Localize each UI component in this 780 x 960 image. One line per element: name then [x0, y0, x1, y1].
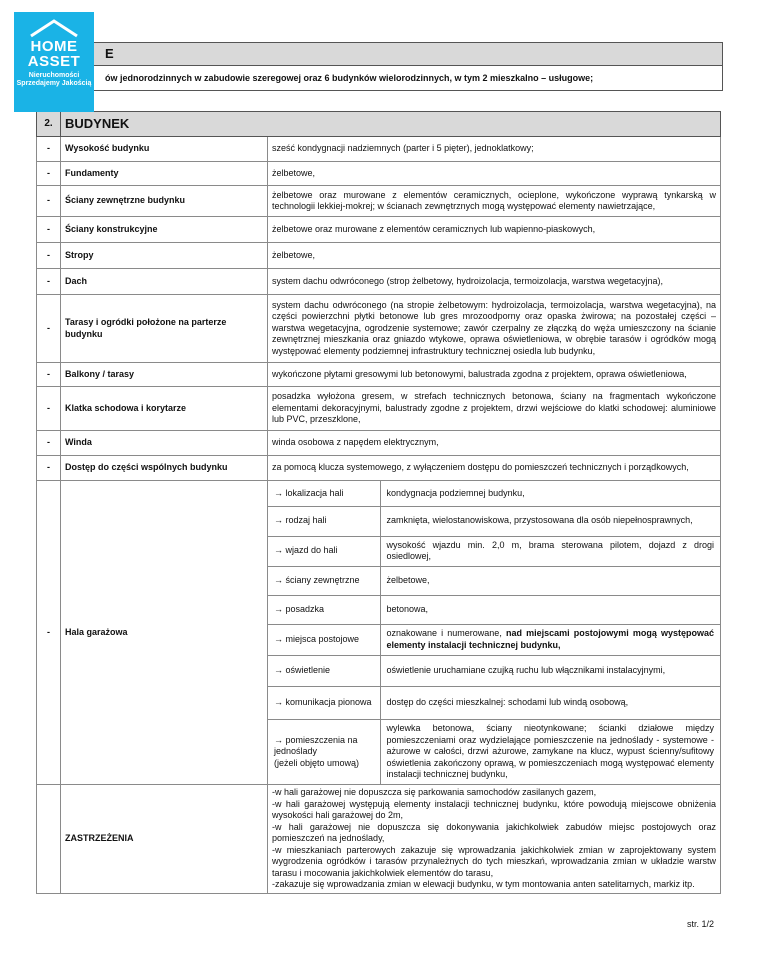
row-value: żelbetowe oraz murowane z elementów ceramicznych, ocieplone, wykończone wyprawą tynkarską w technologii lekkiej-mokrej; w ścianach zewnętrznych mogą występować elementy nawietrzające,: [268, 186, 721, 217]
row-label: Dostęp do części wspólnych budynku: [61, 456, 268, 481]
logo-tagline: Nieruchomości Sprzedajemy Jakością: [16, 72, 92, 87]
row-label: Winda: [61, 431, 268, 456]
row-label: Fundamenty: [61, 162, 268, 186]
table-row: - Stropy żelbetowe,: [37, 243, 721, 269]
garage-item: [268, 655, 720, 686]
row-label: Klatka schodowa i korytarze: [61, 387, 268, 431]
section-2-title: BUDYNEK: [61, 112, 721, 137]
home-asset-logo: [14, 12, 94, 112]
garage-item-label: → rodzaj hali: [268, 506, 380, 536]
building-spec-table: [36, 111, 721, 894]
garage-item-label: → oświetlenie: [268, 655, 380, 686]
garage-item-label: → pomieszczenia na jednoślady (jeżeli objęto umową): [268, 719, 380, 784]
reservations-label: ZASTRZEŻENIA: [61, 785, 268, 894]
section-2-header: [37, 112, 721, 137]
garage-item-value: zamknięta, wielostanowiskowa, przystosowana dla osób niepełnosprawnych,: [380, 506, 720, 536]
row-value: żelbetowe oraz murowane z elementów ceramicznych lub wapienno-piaskowych,: [268, 217, 721, 243]
row-label: Stropy: [61, 243, 268, 269]
section-1-text: ów jednorodzinnych w zabudowie szeregowej oraz 6 budynków wielorodzinnych, w tym 2 mieszkalno – usługowe;: [105, 73, 594, 83]
row-label: Balkony / tarasy: [61, 363, 268, 387]
table-row: - Fundamenty żelbetowe,: [37, 162, 721, 186]
garage-item-value: betonowa,: [380, 595, 720, 624]
row-value: sześć kondygnacji nadziemnych (parter i 5 pięter), jednoklatkowy;: [268, 137, 721, 162]
section-1: [36, 42, 723, 91]
garage-item: [268, 719, 720, 784]
garage-item-label: → lokalizacja hali: [268, 481, 380, 506]
garage-item-label: → wjazd do hali: [268, 536, 380, 566]
garage-item-value: dostęp do części mieszkalnej: schodami lub windą osobową,: [380, 686, 720, 719]
garage-label: Hala garażowa: [61, 481, 268, 785]
garage-details-table: [268, 481, 720, 784]
garage-item: [268, 595, 720, 624]
garage-item-label: → miejsca postojowe: [268, 624, 380, 655]
table-row: - Klatka schodowa i korytarze posadzka wyłożona gresem, w strefach technicznych betonowa, ściany na fragmentach wykończone elementami dekoracyjnymi, balustrady zgodne z projektem, drzwi wejściowe do klatki schodowej: aluminiowe lub PVC, przeszklone,: [37, 387, 721, 431]
table-row: - Balkony / tarasy wykończone płytami gresowymi lub betonowymi, balustrada zgodna z projektem, oprawa oświetleniowa,: [37, 363, 721, 387]
table-row: - Wysokość budynku sześć kondygnacji nadziemnych (parter i 5 pięter), jednoklatkowy;: [37, 137, 721, 162]
row-label: Wysokość budynku: [61, 137, 268, 162]
garage-row: - Hala garażowa → lokalizacja hali kondygnacja podziemnej budynku, → rodzaj hali zamknięta, wielostanowiskowa, przystosowana dla osób niepełnosprawnych, → wjazd do hali wysokość wjazdu min. 2,0 m, brama sterowana pilotem, dojazd z drogi osiedlowej, → ściany zewnętrzne żelbetowe, → posadzka betonowa, → miejsca postojowe oznakowane i numerowane, nad miejscami postojowymi mogą występować elementy instalacji technicznej budynku, → oświetlenie oświetlenie uruchamiane czujką ruchu lub włącznikami instalacyjnymi, → komunikacja pionowa dostęp do części mieszkalnej: schodami lub windą osobową, → pomieszczenia na jednoślady (jeżeli objęto umową) wylewka betonowa, ściany nieotynkowane; ścianki działowe między pomieszczeniami oraz wydzielające pomieszczenie na jednoślady - systemowe - ażurowe w całości, drzwi ażurowe, zamykane na klucz, wypust ścienny/sufitowy oświetlenia zakończony oprawą, w pomieszczeniach mogą występować elementy instalacji technicznej budynku,: [37, 481, 721, 785]
garage-item-value: wysokość wjazdu min. 2,0 m, brama sterowana pilotem, dojazd z drogi osiedlowej,: [380, 536, 720, 566]
table-row: - Ściany zewnętrzne budynku żelbetowe oraz murowane z elementów ceramicznych, ocieplone, wykończone wyprawą tynkarską w technologii lekkiej-mokrej; w ścianach zewnętrznych mogą występować elementy nawietrzające,: [37, 186, 721, 217]
garage-item-label: → ściany zewnętrzne: [268, 566, 380, 595]
page-number: str. 1/2: [686, 919, 714, 929]
garage-item: [268, 506, 720, 536]
row-value: posadzka wyłożona gresem, w strefach technicznych betonowa, ściany na fragmentach wykończone elementami dekoracyjnymi, balustrady zgodne z projektem, drzwi wejściowe do klatki schodowej: aluminiowe lub PVC, przeszklone,: [268, 387, 721, 431]
garage-item: [268, 624, 720, 655]
garage-item: [268, 686, 720, 719]
garage-item: [268, 481, 720, 506]
row-label: Ściany konstrukcyjne: [61, 217, 268, 243]
row-label: Dach: [61, 269, 268, 295]
row-label: Tarasy i ogródki położone na parterze budynku: [61, 295, 268, 363]
garage-item-value: kondygnacja podziemnej budynku,: [380, 481, 720, 506]
row-value: wykończone płytami gresowymi lub betonowymi, balustrada zgodna z projektem, oprawa oświetleniowa,: [268, 363, 721, 387]
row-value: system dachu odwróconego (na stropie żelbetowym: hydroizolacja, termoizolacja, warstwa wegetacyjna), na części powierzchni płytki betonowe lub gres mrozoodporny oraz opaska żwirowa; na pozostałej części – warstwa wegetacyjna, ogrodzenie systemowe; zawór czerpalny ze złączką do węża umieszczony na ścianie zewnętrznej mieszkania oraz gniazdo wtykowe, oprawa oświetleniowa, w obrębie tarasów i ogródków mogą występować elementy podziemnej infrastruktury technicznej osiedla lub budynku,: [268, 295, 721, 363]
table-row: - Ściany konstrukcyjne żelbetowe oraz murowane z elementów ceramicznych lub wapienno-piaskowych,: [37, 217, 721, 243]
table-row: - Winda winda osobowa z napędem elektrycznym,: [37, 431, 721, 456]
garage-item-value: wylewka betonowa, ściany nieotynkowane; ścianki działowe między pomieszczeniami oraz wydzielające pomieszczenie na jednoślady - systemowe - ażurowe w całości, drzwi ażurowe, zamykane na klucz, wypust ścienny/sufitowy oświetlenia zakończony oprawą, w pomieszczeniach mogą występować elementy instalacji technicznej budynku,: [380, 719, 720, 784]
row-value: żelbetowe,: [268, 243, 721, 269]
row-value: za pomocą klucza systemowego, z wyłączeniem dostępu do pomieszczeń technicznych i porządkowych,: [268, 456, 721, 481]
logo-asset: ASSET: [27, 53, 81, 70]
row-label: Ściany zewnętrzne budynku: [61, 186, 268, 217]
garage-item-value: oświetlenie uruchamiane czujką ruchu lub włącznikami instalacyjnymi,: [380, 655, 720, 686]
table-row: - Dach system dachu odwróconego (strop żelbetowy, hydroizolacja, termoizolacja, warstwa wegetacyjna),: [37, 269, 721, 295]
garage-item-label: → posadzka: [268, 595, 380, 624]
garage-item-value: oznakowane i numerowane, nad miejscami postojowymi mogą występować elementy instalacji technicznej budynku,: [380, 624, 720, 655]
garage-item-value: żelbetowe,: [380, 566, 720, 595]
house-roof-icon: [28, 18, 80, 38]
logo-home: HOME: [30, 38, 78, 55]
section-2-number: 2.: [37, 112, 61, 137]
garage-item-label: → komunikacja pionowa: [268, 686, 380, 719]
reservations-row: [37, 785, 721, 894]
reservations-text: -w hali garażowej nie dopuszcza się parkowania samochodów zasilanych gazem, -w hali garażowej występują elementy instalacji technicznej budynku, które powodują miejscowe obniżenia wysokości hali garażowej do 2m, -w hali garażowej nie dopuszcza się dokonywania jakichkolwiek zabudów miejsc postojowych oraz pomieszczeń na jednoślady, -w mieszkaniach parterowych zakazuje się wprowadzania jakichkolwiek zmian w zaprojektowany system wygrodzenia ogródków i tarasów przynależnych do tych mieszkań, wprowadzania zmian w układzie warstw tarasu i mocowania jakichkolwiek elementów do tarasu, -zakazuje się wprowadzania zmian w elewacji budynku, w tym montowania anten satelitarnych, markiz itp.: [268, 785, 721, 894]
row-value: winda osobowa z napędem elektrycznym,: [268, 431, 721, 456]
garage-item: [268, 566, 720, 595]
table-row: - Dostęp do części wspólnych budynku za pomocą klucza systemowego, z wyłączeniem dostępu do pomieszczeń technicznych i porządkowych,: [37, 456, 721, 481]
row-value: system dachu odwróconego (strop żelbetowy, hydroizolacja, termoizolacja, warstwa wegetacyjna),: [268, 269, 721, 295]
row-value: żelbetowe,: [268, 162, 721, 186]
section-1-title: E: [37, 43, 722, 66]
garage-item: [268, 536, 720, 566]
table-row: - Tarasy i ogródki położone na parterze budynku system dachu odwróconego (na stropie żelbetowym: hydroizolacja, termoizolacja, warstwa wegetacyjna), na części powierzchni płytki betonowe lub gres mrozoodporny oraz opaska żwirowa; na pozostałej części – warstwa wegetacyjna, ogrodzenie systemowe; zawór czerpalny ze złączką do węża umieszczony na ścianie zewnętrznej mieszkania oraz gniazdo wtykowe, oprawa oświetleniowa, w obrębie tarasów i ogródków mogą występować elementy podziemnej infrastruktury technicznej osiedla lub budynku,: [37, 295, 721, 363]
